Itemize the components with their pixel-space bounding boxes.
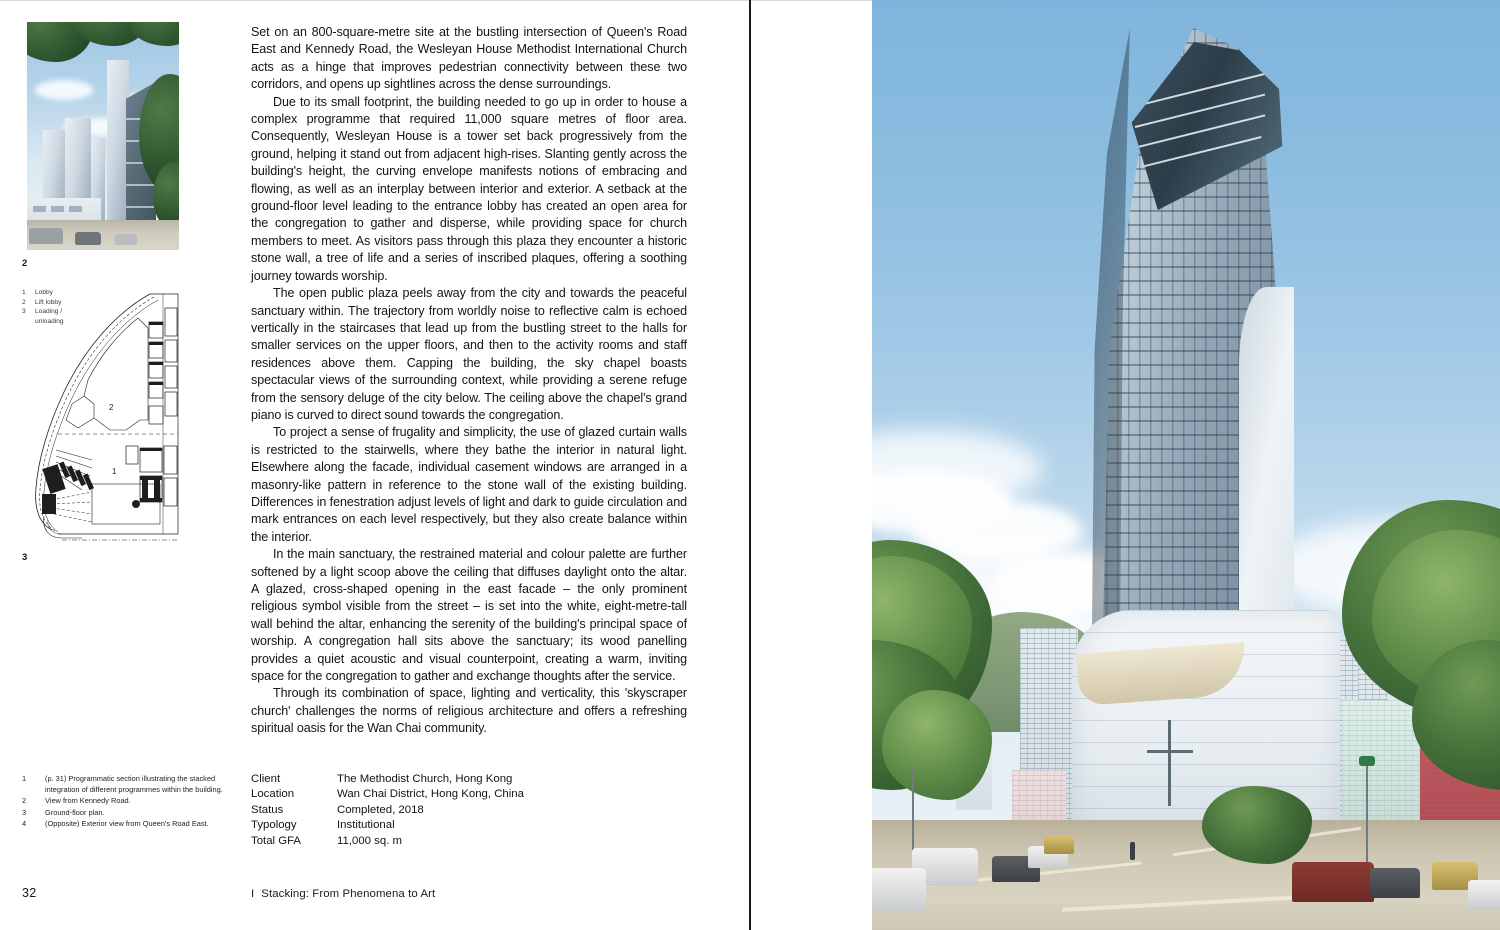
photo-cloud: [35, 80, 93, 100]
article-paragraph: The open public plaza peels away from the city and towards the peaceful sanctuary within. The trajectory from worldly noise to reflective calm is echoed vertically in the staircases that lead up from the bustling street to the halls for smaller services on the upper floors, and then to the activity rooms and staff residences above them. Capping the building, the sky chapel boasts spectacular views of the surrounding context, while providing a serene refuge from the sensory deluge of the city below. The ceiling above the chapel's grand piano is curved to direct sound towards the congregation.: [251, 286, 687, 422]
photo-crown-louvre: [1135, 94, 1266, 128]
plan-key-number: 2: [22, 298, 26, 306]
plan-key-row: [22, 307, 132, 317]
left-page: [0, 0, 749, 930]
credits-row: [251, 772, 671, 787]
left-figure-column: [0, 0, 228, 930]
caption-item: [22, 795, 227, 806]
caption-text: View from Kennedy Road.: [45, 796, 131, 806]
article-paragraph: Through its combination of space, lighting and verticality, this 'skyscraper church' challenges the norms of religious architecture and offers a refreshing spiritual oasis for the Wan Chai community.: [251, 686, 687, 736]
caption-number: 2: [22, 796, 27, 806]
photo-window: [33, 206, 46, 212]
credits-key: Total GFA: [251, 834, 302, 847]
photo-cross-horizontal: [1147, 750, 1193, 753]
page-number: 32: [22, 886, 37, 900]
credits-key: Status: [251, 803, 284, 816]
article-paragraph: Due to its small footprint, the building needed to go up in order to house a complex programme that required 11,000 square metres of floor area. Consequently, Wesleyan House is a tower set back progressively from the ground, helping it stand out from adjacent high-rises. Slanting gently across the building's height, the curving envelope manifests notions of embracing and flowing, as well as an interplay between interior and exterior. A setback at the ground-floor level leading to the entrance lobby has created an open area for the congregation to gather and disperse, while providing space for church members to meet. As visitors pass through this plaza they encounter a historic stone wall, a tree of life and a series of inscribed plaques, offering a soothing journey towards worship.: [251, 94, 687, 283]
credits-row: [251, 803, 671, 818]
plan-key-label: Lift lobby: [35, 298, 62, 306]
caption-number: 1: [22, 774, 27, 783]
plan-key-row: [22, 288, 132, 298]
credits-key: Client: [251, 773, 281, 785]
photo-vehicle: [29, 228, 63, 244]
photo-floor-slab: [126, 184, 156, 186]
plan-key-number: 1: [22, 289, 26, 296]
credits-value: 11,000 sq. m: [337, 834, 403, 847]
photo-vehicle: [1370, 868, 1420, 898]
plan-callout-2: 2: [109, 403, 114, 412]
plan-key-number: [22, 317, 35, 327]
figure-caption-list: [22, 773, 227, 829]
photo-vehicle: [872, 868, 926, 912]
caption-number: 3: [22, 807, 27, 817]
photo-view-from-kennedy-road: [27, 22, 179, 250]
running-footer-section: I: [251, 888, 255, 900]
plan-key-label: Loading /: [35, 308, 63, 316]
caption-text: Ground-floor plan.: [45, 807, 105, 817]
credits-row: [251, 787, 671, 802]
plan-key: [22, 288, 132, 326]
photo-cross-vertical: [1168, 720, 1171, 806]
plan-key-label: Lobby: [35, 289, 53, 296]
credits-value: Institutional: [337, 819, 395, 832]
photo-exterior-view-from-queens-road-east: [872, 0, 1500, 930]
photo-window: [51, 206, 64, 212]
project-credits: [251, 772, 671, 849]
photo-traffic-signal: [1359, 756, 1375, 766]
spread-gutter-rule: [749, 0, 751, 930]
figure-number-plan: 3: [22, 552, 28, 563]
credits-key: Typology: [251, 819, 297, 832]
plan-key-row: [22, 317, 132, 327]
plan-callout-1: 1: [112, 467, 117, 476]
photo-pedestrian: [1130, 842, 1135, 860]
photo-vehicle: [1292, 862, 1374, 902]
caption-text: (Opposite) Exterior view from Queen's Road East.: [45, 818, 209, 828]
photo-vehicle: [1044, 836, 1074, 854]
credits-row: [251, 818, 671, 833]
caption-number: 4: [22, 818, 27, 828]
photo-floor-slab: [126, 206, 156, 208]
credits-value: Completed, 2018: [337, 803, 424, 816]
caption-item: [22, 818, 227, 829]
article-paragraph: In the main sanctuary, the restrained material and colour palette are further softened by a light scoop above the ceiling that diffuses daylight onto the altar. A glazed, cross-shaped opening in the east facade – the only prominent religious symbol visible from the street – is set into the white, eight-metre-tall wall behind the altar, enhancing the serenity of the building's principal space of worship. A congregation hall sits above the sanctuary; its wood panelling provides a quiet acoustic and visual counterpoint, creating a warm, inviting space for the congregation to gather and exchange thoughts after the service.: [251, 547, 687, 684]
credits-value: Wan Chai District, Hong Kong, China: [337, 788, 524, 801]
plan-key-row: [22, 298, 132, 308]
photo-window: [69, 206, 82, 212]
plan-key-label: unloading: [35, 317, 64, 325]
credits-value: The Methodist Church, Hong Kong: [337, 773, 513, 785]
caption-text: (p. 31) Programmatic section illustrating the stacked integration of different programmes within the building.: [45, 774, 223, 795]
figure-number-photo: 2: [22, 258, 28, 269]
running-footer: [251, 888, 435, 900]
photo-vehicle: [75, 232, 101, 245]
credits-row: [251, 834, 671, 849]
credits-key: Location: [251, 788, 295, 801]
article-paragraph: To project a sense of frugality and simplicity, the use of glazed curtain walls is restricted to the stairwells, where they bathe the interior in natural light. Elsewhere along the facade, individual casement windows are arranged in a masonry-like pattern in reference to the stone wall of the existing building. Differences in fenestration adjust levels of light and dark to guide circulation and mark entrances on each level respectively, but they also create balance within the interior.: [251, 425, 687, 544]
caption-item: [22, 807, 227, 818]
photo-vehicle: [115, 234, 137, 245]
plan-key-number: 3: [22, 308, 26, 316]
article-paragraph: Set on an 800-square-metre site at the bustling intersection of Queen's Road East and Kennedy Road, the Wesleyan House Methodist International Church acts as a hinge that improves pedestrian connectivity between these two corridors, and opens up sightlines across the dense surroundings.: [251, 25, 687, 92]
article-body: [251, 24, 687, 738]
caption-item: [22, 773, 227, 795]
photo-crown-louvre: [1131, 73, 1265, 108]
running-footer-title: Stacking: From Phenomena to Art: [261, 888, 436, 900]
photo-vehicle: [1468, 880, 1500, 910]
ground-floor-plan-drawing: [22, 288, 207, 548]
photo-traffic-pole: [1366, 760, 1368, 870]
